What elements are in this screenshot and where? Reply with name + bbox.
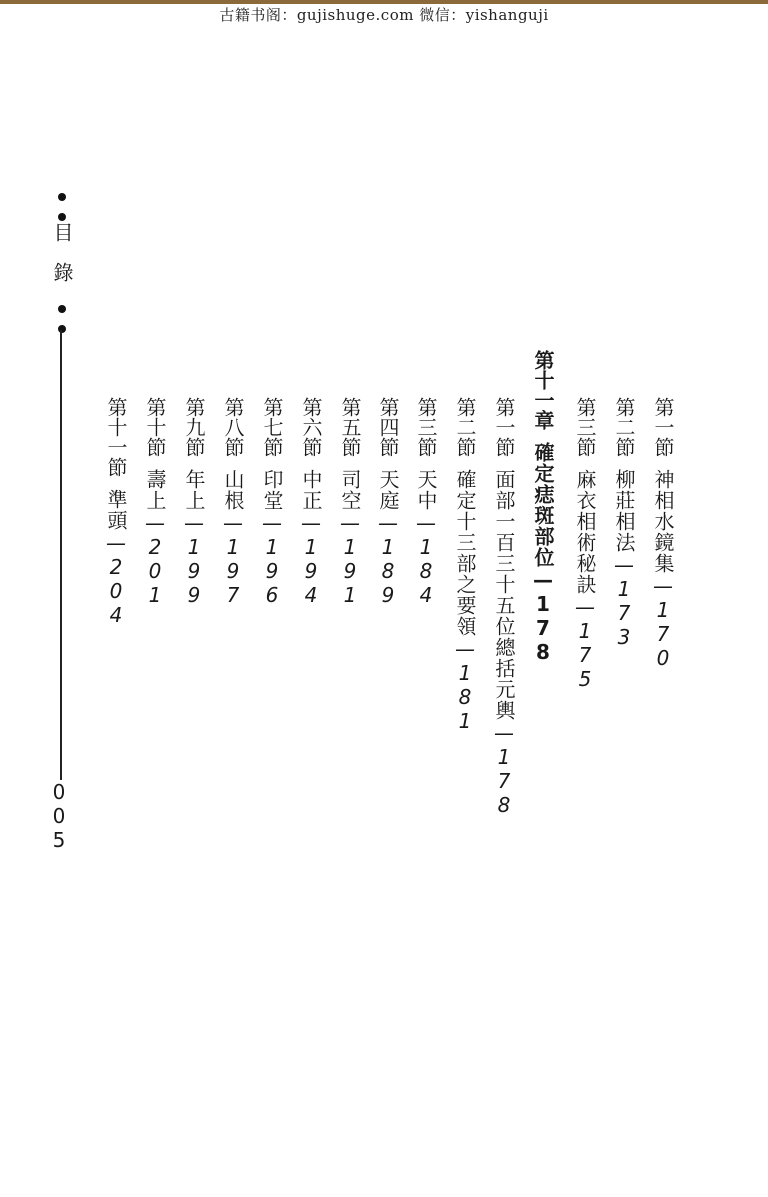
toc-entry <box>415 397 437 607</box>
toc-entry <box>613 397 635 649</box>
toc-section: 第一節 <box>492 397 516 457</box>
toc-section: 第三節 <box>414 397 438 457</box>
toc-title: 年上 <box>182 469 206 511</box>
toc-chapter <box>532 350 554 664</box>
toc-entry <box>652 397 674 670</box>
toc-section: 第十一節 <box>104 397 128 477</box>
toc-page: —204 <box>104 531 128 627</box>
toc-page: —178 <box>492 721 516 817</box>
toc-entry <box>222 397 244 607</box>
vertical-rule <box>60 330 62 780</box>
toc-page: —173 <box>612 553 636 649</box>
toc-section: 第七節 <box>260 397 284 457</box>
toc-page: —184 <box>414 511 438 607</box>
toc-title: 天中 <box>414 469 438 511</box>
toc-section: 第三節 <box>573 397 597 457</box>
toc-title: 天庭 <box>376 469 400 511</box>
toc-chapter-number: 第十一章 <box>531 350 555 430</box>
toc-entry <box>377 397 399 607</box>
toc-page: —196 <box>260 511 284 607</box>
toc-title: 中正 <box>299 469 323 511</box>
toc-title: 準頭 <box>104 489 128 531</box>
toc-title: 柳莊相法 <box>612 469 636 553</box>
toc-title: 神相水鏡集 <box>651 469 675 574</box>
toc-section: 第八節 <box>221 397 245 457</box>
toc-section: 第五節 <box>338 397 362 457</box>
section-label: 目 錄 <box>50 222 74 282</box>
toc-page: —181 <box>453 637 477 733</box>
ornament-dot <box>58 186 66 205</box>
toc-page: —175 <box>573 595 597 691</box>
toc-page: —191 <box>338 511 362 607</box>
toc-entry <box>261 397 283 607</box>
toc-section: 第二節 <box>612 397 636 457</box>
toc-page: —199 <box>182 511 206 607</box>
ornament-dot <box>58 298 66 317</box>
toc-entry <box>105 397 127 627</box>
toc-title: 麻衣相術秘訣 <box>573 469 597 595</box>
toc-title: 確定十三部之要領 <box>453 469 477 637</box>
toc-page: —170 <box>651 574 675 670</box>
toc-title: 司空 <box>338 469 362 511</box>
toc-page: —197 <box>221 511 245 607</box>
toc-entry <box>183 397 205 607</box>
toc-section: 第十節 <box>143 397 167 457</box>
toc-title: 面部一百三十五位總括元輿 <box>492 469 516 721</box>
toc-section: 第二節 <box>453 397 477 457</box>
toc-entry <box>454 397 476 733</box>
page-number: 005 <box>47 780 71 852</box>
toc-page: —189 <box>376 511 400 607</box>
toc-page: —201 <box>143 511 167 607</box>
toc-page: —194 <box>299 511 323 607</box>
toc-section: 第四節 <box>376 397 400 457</box>
toc-title: 印堂 <box>260 469 284 511</box>
toc-entry <box>144 397 166 607</box>
toc-entry <box>300 397 322 607</box>
toc-section: 第一節 <box>651 397 675 457</box>
toc-entry <box>493 397 515 817</box>
watermark: 古籍书阁：gujishuge.com 微信：yishanguji <box>219 6 549 24</box>
toc-page: —178 <box>531 568 555 664</box>
toc-entry <box>339 397 361 607</box>
toc-title: 確定痣斑部位 <box>531 442 555 568</box>
toc-section: 第九節 <box>182 397 206 457</box>
toc-section: 第六節 <box>299 397 323 457</box>
toc-title: 山根 <box>221 469 245 511</box>
toc-title: 壽上 <box>143 469 167 511</box>
toc-entry <box>574 397 596 691</box>
